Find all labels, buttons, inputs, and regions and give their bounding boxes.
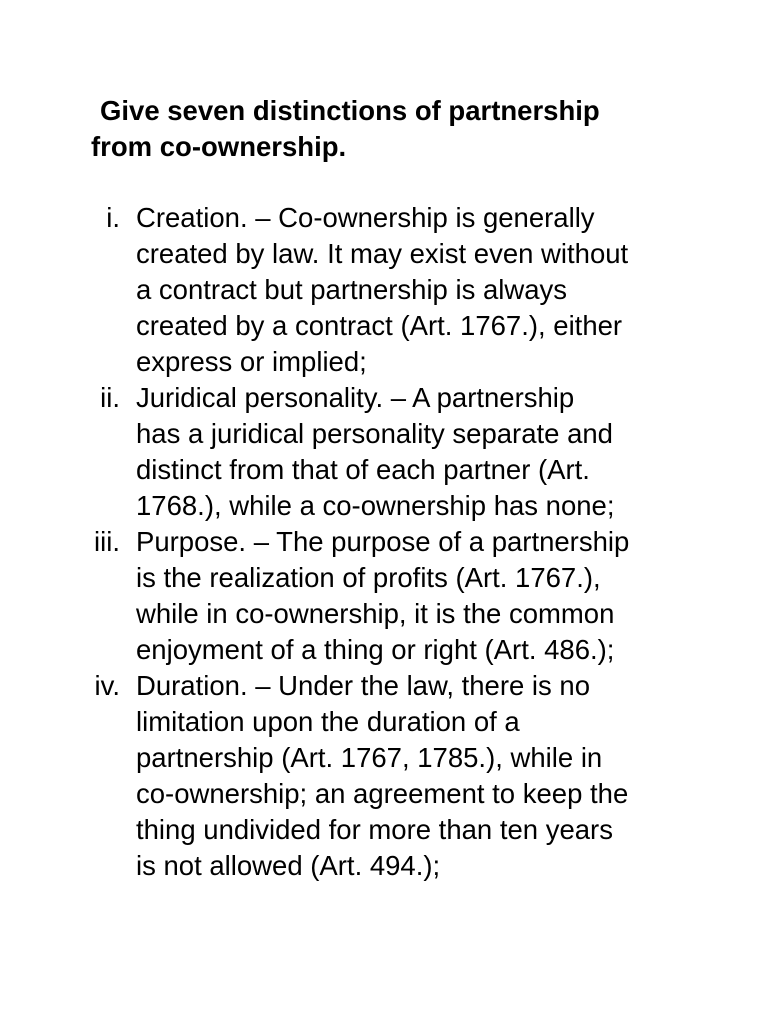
text-line: is not allowed (Art. 494.); — [136, 850, 441, 881]
list-item-text — [136, 200, 696, 380]
list-marker: i. — [106, 202, 120, 233]
list-item-text — [136, 668, 696, 884]
text-line: created by a contract (Art. 1767.), either — [136, 310, 623, 341]
text-line: thing undivided for more than ten years — [136, 814, 613, 845]
text-line: enjoyment of a thing or right (Art. 486.); — [136, 634, 615, 665]
text-line: limitation upon the duration of a — [136, 706, 520, 737]
text-line: co-ownership; an agreement to keep the — [136, 778, 629, 809]
text-line: Juridical personality. – A partnership — [136, 382, 575, 413]
list-marker: iv. — [94, 670, 120, 701]
text-line: a contract but partnership is always — [136, 274, 568, 305]
document-title — [91, 93, 711, 165]
text-line: has a juridical personality separate and — [136, 418, 613, 449]
list-marker: ii. — [100, 382, 120, 413]
text-line: created by law. It may exist even without — [136, 238, 629, 269]
text-line: partnership (Art. 1767, 1785.), while in — [136, 742, 603, 773]
text-line: express or implied; — [136, 346, 367, 377]
text-line: distinct from that of each partner (Art. — [136, 454, 590, 485]
title-line: Give seven distinctions of partnership — [100, 95, 600, 126]
list-marker: iii. — [94, 526, 120, 557]
text-line: Creation. – Co-ownership is generally — [136, 202, 595, 233]
list-item — [0, 668, 768, 884]
list-item-text — [136, 380, 696, 524]
list-item — [0, 524, 768, 668]
list-item-text — [136, 524, 696, 668]
list-item — [0, 380, 768, 524]
text-line: Purpose. – The purpose of a partnership — [136, 526, 630, 557]
text-line: is the realization of profits (Art. 1767.), — [136, 562, 601, 593]
list-item — [0, 200, 768, 380]
text-line: 1768.), while a co-ownership has none; — [136, 490, 615, 521]
text-line: Duration. – Under the law, there is no — [136, 670, 591, 701]
distinctions-list — [0, 200, 768, 884]
text-line: while in co-ownership, it is the common — [136, 598, 615, 629]
title-line: from co-ownership. — [91, 131, 347, 162]
